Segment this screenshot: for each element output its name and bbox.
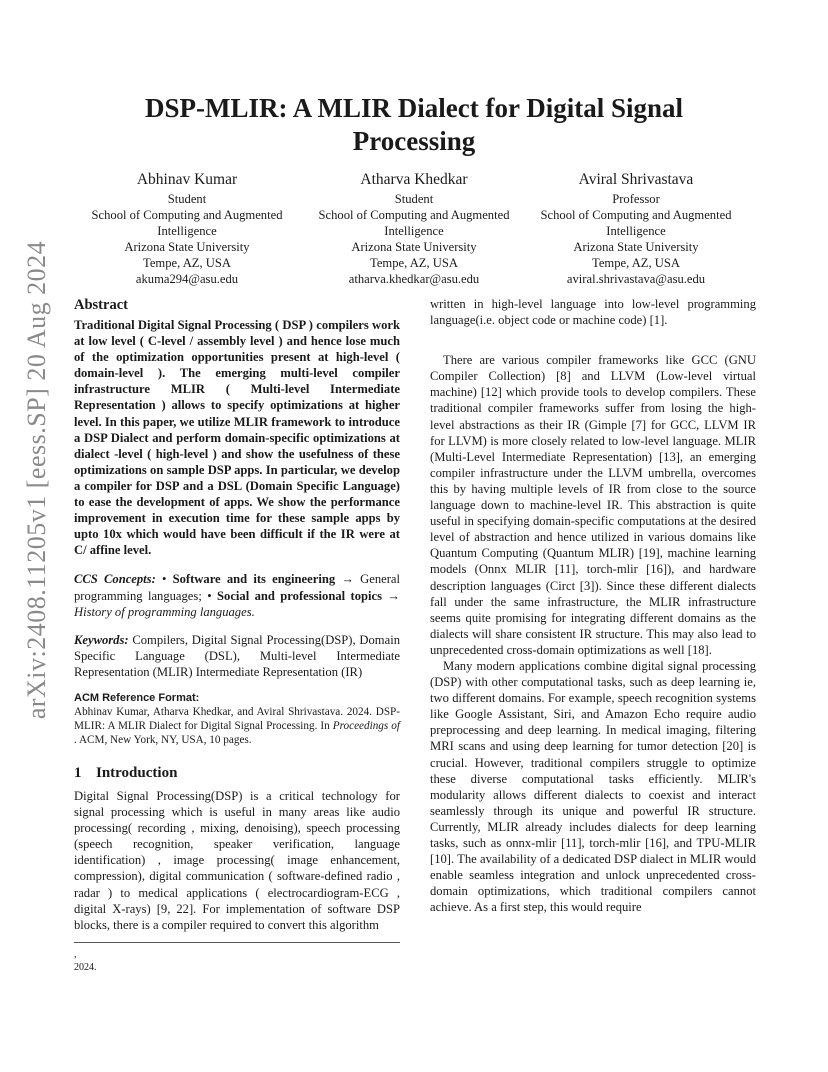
ccs-item2-detail: History of programming languages.: [74, 604, 255, 619]
section-number: 1: [74, 764, 82, 781]
acm-reference-proceedings: Proceedings of: [332, 719, 400, 732]
author-block-1: [78, 170, 296, 287]
author-role: Student: [167, 192, 207, 206]
ccs-item1-detail: General programming languages: [74, 572, 400, 603]
author-name: Aviral Shrivastava: [578, 171, 694, 188]
keywords-label: Keywords:: [74, 632, 129, 647]
author-location: Tempe, AZ, USA: [592, 256, 680, 270]
author-email: atharva.khedkar@asu.edu: [348, 272, 480, 286]
author-email: aviral.shrivastava@asu.edu: [566, 272, 706, 286]
acm-reference-part: Abhinav Kumar, Atharva Khedkar, and Aviral Shrivastava. 2024. DSP-MLIR: A MLIR Dialect for Digital Signal Processing. In: [74, 705, 400, 732]
introduction-heading: [74, 763, 400, 783]
author-block-3: [527, 170, 745, 287]
footnote-rule: [74, 942, 400, 943]
author-university: Arizona State University: [573, 240, 699, 254]
left-column: [74, 296, 400, 933]
body-paragraph: There are various compiler frameworks like GCC (GNU Compiler Collection) [8] and LLVM (Low-level virtual machine) [12] which provide tools to develop compilers. These traditional compiler frameworks suffer from losing the high-level abstractions as their IR (Gimple [7] for GCC, LLVM IR for LLVM) is more closely related to low-level language. MLIR (Multi-Level Intermediate Representation) [13], an emerging compiler infrastructure under the LLVM umbrella, overcomes this by having multiple levels of IR from close to the source language down to machine-level IR. This abstraction is quite useful in specifying domain-specific computations at the desired level of abstraction and hence utilized in various domains like Quantum Computing (Quantum MLIR) [19], machine learning models (Onnx MLIR [11], torch-mlir [16]), and hardware description languages (Circt [3]). Since these different dialects fall under the same infrastructure, the MLIR infrastructure seems quite promising for integrating different domains as the dialects will share consistent IR structure. This may also lead to unprecedented cross-domain optimizations as well [18].: [430, 353, 756, 657]
body-paragraph: Many modern applications combine digital signal processing (DSP) with other computational tasks, such as deep learning ie, two different domains. For example, speech recognition systems like Google Assistant, Siri, and Amazon Echo require audio preprocessing and deep learning. In medical imaging, filtering MRI scans and using deep learning for tumor detection [20] is crucial. However, traditional compilers struggle to optimize these diverse computational tasks efficiently. MLIR's modularity allows different dialects to coexist and interact seamlessly through its unique and powerful IR structure. Currently, MLIR already includes dialects for deep learning tasks, such as onnx-mlir [11], torch-mlir [16], and TPU-MLIR [10]. The availability of a dedicated DSP dialect in MLIR would enable seamless integration and unlock unprecedented cross-domain optimizations, which traditional compilers cannot achieve. As a first step, this would require: [430, 658, 756, 915]
paper-title: DSP-MLIR: A MLIR Dialect for Digital Signal Processing: [145, 93, 683, 156]
author-affiliation: School of Computing and Augmented Intelligence: [318, 208, 510, 238]
author-role: Student: [394, 192, 434, 206]
footnote-line: 2024.: [74, 962, 97, 973]
author-affiliation: School of Computing and Augmented Intelligence: [91, 208, 283, 238]
author-name: Atharva Khedkar: [360, 171, 468, 188]
author-name: Abhinav Kumar: [136, 171, 238, 188]
abstract-heading: Abstract: [74, 297, 128, 313]
author-university: Arizona State University: [351, 240, 477, 254]
author-location: Tempe, AZ, USA: [143, 256, 231, 270]
arxiv-identifier: arXiv:2408.11205v1 [eess.SP] 20 Aug 2024: [22, 240, 51, 720]
right-column: [430, 296, 756, 915]
acm-reference-text: [74, 705, 400, 747]
keywords-text: Compilers, Digital Signal Processing(DSP), Domain Specific Language (DSL), Multi-level Intermediate Representation (MLIR) Intermediate Representation (IR): [74, 632, 400, 679]
acm-reference-part: . ACM, New York, NY, USA, 10 pages.: [74, 733, 252, 746]
author-email: akuma294@asu.edu: [135, 272, 239, 286]
acm-reference-heading: ACM Reference Format:: [74, 691, 200, 704]
body-paragraph: written in high-level language into low-level programming language(i.e. object code or machine code) [1].: [430, 297, 756, 328]
author-university: Arizona State University: [124, 240, 250, 254]
author-affiliation: School of Computing and Augmented Intelligence: [540, 208, 732, 238]
author-role: Professor: [612, 192, 660, 206]
ccs-item1: Software and its engineering: [172, 572, 336, 587]
keywords: [74, 632, 400, 680]
footnote-line: ,: [74, 949, 77, 960]
introduction-paragraph: Digital Signal Processing(DSP) is a critical technology for signal processing which is useful in many areas like audio processing( recording , mixing, denoising), speech processing (speech recognition, speaker verification, language identification) , image processing( image enhancement, compression), digital communication ( software-defined radio , radar ) to medical applications ( electrocardiogram-ECG , digital X-rays) [9, 22]. For implementation of software DSP blocks, there is a compiler required to convert this algorithm: [74, 788, 400, 932]
footnote: [74, 948, 97, 974]
ccs-item2: Social and professional topics: [217, 588, 383, 603]
abstract-text: Traditional Digital Signal Processing ( DSP ) compilers work at low level ( C-level / assembly level ) and hence lose much of the optimization opportunities present at high-level ( domain-level ). The emerging multi-level compiler infrastructure MLIR ( Multi-level Intermediate Representation ) allows to specify optimizations at higher level. In this paper, we utilize MLIR framework to introduce a DSP Dialect and perform domain-specific optimizations at dialect -level ( high-level ) and show the usefulness of these optimizations on sample DSP apps. In particular, we develop a compiler for DSP and a DSL (Domain Specific Language) to ease the development of apps. We show the performance improvement in execution time for these sample apps by upto 10x which would have been difficult if the IR were at C/ affine level.: [74, 318, 400, 558]
author-location: Tempe, AZ, USA: [370, 256, 458, 270]
author-block-2: [305, 170, 523, 287]
ccs-label: CCS Concepts:: [74, 572, 156, 587]
section-title: Introduction: [96, 764, 178, 781]
ccs-concepts: CCS Concepts: • Software and its engineering → General programming languages; • Social and professional topics → History of programming languages.: [74, 572, 401, 619]
